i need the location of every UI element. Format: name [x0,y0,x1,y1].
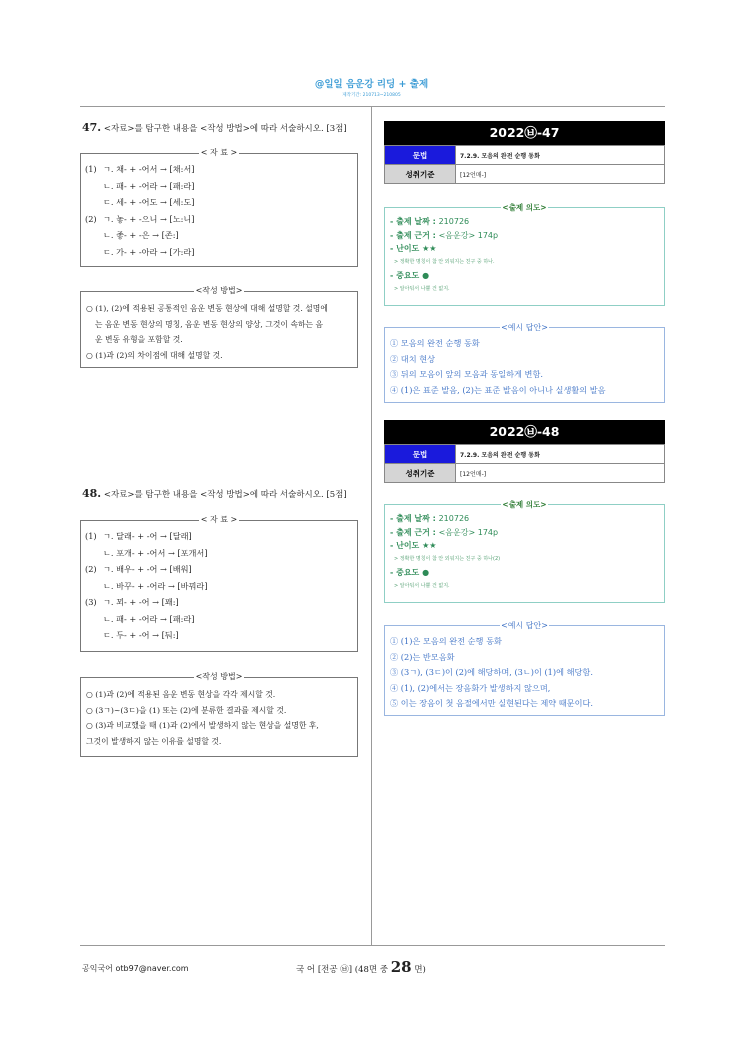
q48-info-table [384,444,665,483]
q47-material-row: ㄴ. 패- + -어라 → [패:라] [103,180,195,191]
q48-method-line: ○ (1)과 (2)에 적용된 음운 변동 현상을 각각 제시할 것. [86,690,276,699]
q48-method-line: ○ (3ㄱ)~(3ㄷ)을 (1) 또는 (2)에 분류한 결과를 제시할 것. [86,705,287,715]
q47-material-row: ㄴ. 좋- + -은 → [존:] [103,230,179,240]
q47-exam-banner: 2022㉥-47 [384,121,665,145]
q48-material-row: ㄴ. 바꾸- + -어라 → [바꿔라] [103,580,208,591]
intent-basis: - 출제 근거 : <음운강> 174p [390,527,499,537]
q47-material-caption: < 자 료 > [200,148,238,157]
intent-date: - 출제 날짜 : 210726 [390,217,470,226]
q47-material-box [80,148,358,267]
grammar-tag: 문법 [385,146,456,165]
q47-title [82,121,347,134]
grammar-topic: 7.2.9. 모음의 완전 순행 동화 [456,445,665,464]
header-title: @일일 음운강 리딩 + 출제 [314,79,429,90]
star-icon: ★★ [422,541,437,550]
intent-level: - 난이도 ★★ [390,244,437,253]
answer-caption: <예시 답안> [501,323,548,332]
q47-material-row: (1) ㄱ. 채- + -어서 → [채:서] [85,164,195,174]
answer-item: ① 모음의 완전 순행 동화 [390,338,480,348]
q48-material-row: ㄴ. 패- + -어라 → [패:라] [103,613,195,624]
header-subtitle: 제작기간: 210713~210805 [342,93,401,98]
q48-title [82,487,347,500]
q48-answer-box [384,621,665,716]
column-divider [371,107,372,945]
q47-method-line: ○ (1), (2)에 적용된 공통적인 음운 변동 현상에 대해 설명할 것. 설명에 [86,304,328,313]
intent-importance-note: > 알아둬서 나쁠 건 없지. [394,582,450,589]
answer-item: ③ 뒤의 모음이 앞의 모음과 동일하게 변함. [390,369,543,379]
answer-caption: <예시 답안> [501,621,548,630]
q47-material-row: ㄷ. 가- + -아라 → [가:라] [103,246,195,257]
answer-item: ④ (1), (2)에서는 장음화가 발생하지 않으며, [390,682,551,693]
q48-material-box [80,515,358,652]
answer-item: ② (2)는 반모음화 [390,651,455,662]
q48-method-box [80,672,358,757]
intent-importance: - 중요도 ● [390,568,430,577]
q48-material-row: ㄴ. 포개- + -어서 → [포개서] [103,547,208,558]
q47-method-line: 는 음운 변동 현상의 명칭, 음운 변동 현상의 양상, 그것이 속하는 음 [95,319,324,329]
standard-tag: 성취기준 [385,464,456,483]
q48-intent-box [384,500,665,603]
q48-exam-banner: 2022㉥-48 [384,420,665,444]
q47-prompt: <자료>를 탐구한 내용을 <작성 방법>에 따라 서술하시오. [3점] [103,124,347,134]
answer-item: ④ (1)은 표준 발음, (2)는 표준 발음이 아니나 실생활의 발음 [390,384,606,395]
intent-level: - 난이도 ★★ [390,541,437,550]
q48-method-line: 그것이 발생하지 않는 이유를 설명할 것. [86,736,222,746]
intent-basis: - 출제 근거 : <음운강> 174p [390,230,499,240]
circle-icon: ● [422,568,430,577]
intent-date: - 출제 날짜 : 210726 [390,514,470,523]
answer-item: ② 대치 현상 [390,353,436,364]
star-icon: ★★ [422,244,437,253]
q47-info-table [384,145,665,184]
header-rule [80,106,665,107]
answer-item: ③ (3ㄱ), (3ㄷ)이 (2)에 해당하며, (3ㄴ)이 (1)에 해당함. [390,667,593,677]
answer-item: ① (1)은 모음의 완전 순행 동화 [390,636,502,646]
q47-method-box [80,286,358,368]
q48-material-row: (3) ㄱ. 꾀- + -어 → [꽤:] [85,597,179,607]
answer-item: ⑤ 이는 장음이 첫 음절에서만 실현된다는 제약 때문이다. [390,698,594,708]
footer-contact: 공익국어 otb97@naver.com [82,964,189,973]
q47-method-caption: <작성 방법> [195,286,243,295]
q48-number: 48. [82,487,102,500]
footer-page-info: 국 어 [전공 ㉥] (48면 중 28 면) [296,958,426,976]
intent-caption: <출제 의도> [502,203,547,212]
footer-rule [80,945,665,946]
q48-method-line: ○ (3)과 비교했을 때 (1)과 (2)에서 발생하지 않는 현상을 설명한 후, [86,721,319,730]
intent-importance: - 중요도 ● [390,271,430,280]
grammar-tag: 문법 [385,445,456,464]
intent-importance-note: > 알아둬서 나쁠 건 없지. [394,285,450,292]
page-number: 28 [390,958,412,976]
q47-answer-box [384,323,665,403]
q48-material-caption: < 자 료 > [200,515,238,524]
standard-value: [12언매-] [456,165,665,184]
standard-value: [12언매-] [456,464,665,483]
q48-method-caption: <작성 방법> [195,672,243,681]
q47-material-row: (2) ㄱ. 놓- + -으니 → [노:니] [85,213,195,224]
q47-method-line: 운 변동 유형을 포함할 것. [95,335,183,344]
q48-material-row: ㄷ. 두- + -어 → [둬:] [103,630,179,640]
circle-icon: ● [422,271,430,280]
q47-number: 47. [82,121,102,134]
q48-material-row: (2) ㄱ. 배우- + -어 → [배워] [85,564,192,574]
q47-method-line: ○ (1)과 (2)의 차이점에 대해 설명할 것. [86,350,223,360]
intent-level-note: > 정확한 명칭이 참 안 외워지는 친구 중 하나. [394,258,495,265]
q47-material-row: ㄷ. 세- + -어도 → [세:도] [103,197,195,207]
q47-intent-box [384,203,665,306]
q48-prompt: <자료>를 탐구한 내용을 <작성 방법>에 따라 서술하시오. [5점] [103,490,347,500]
grammar-topic: 7.2.9. 모음의 완전 순행 동화 [456,146,665,165]
q48-material-row: (1) ㄱ. 달래- + -어 → [달래] [85,531,192,541]
intent-level-note: > 정확한 명칭이 참 안 외워지는 친구 중 하나(2) [394,555,501,562]
intent-caption: <출제 의도> [502,500,547,509]
standard-tag: 성취기준 [385,165,456,184]
